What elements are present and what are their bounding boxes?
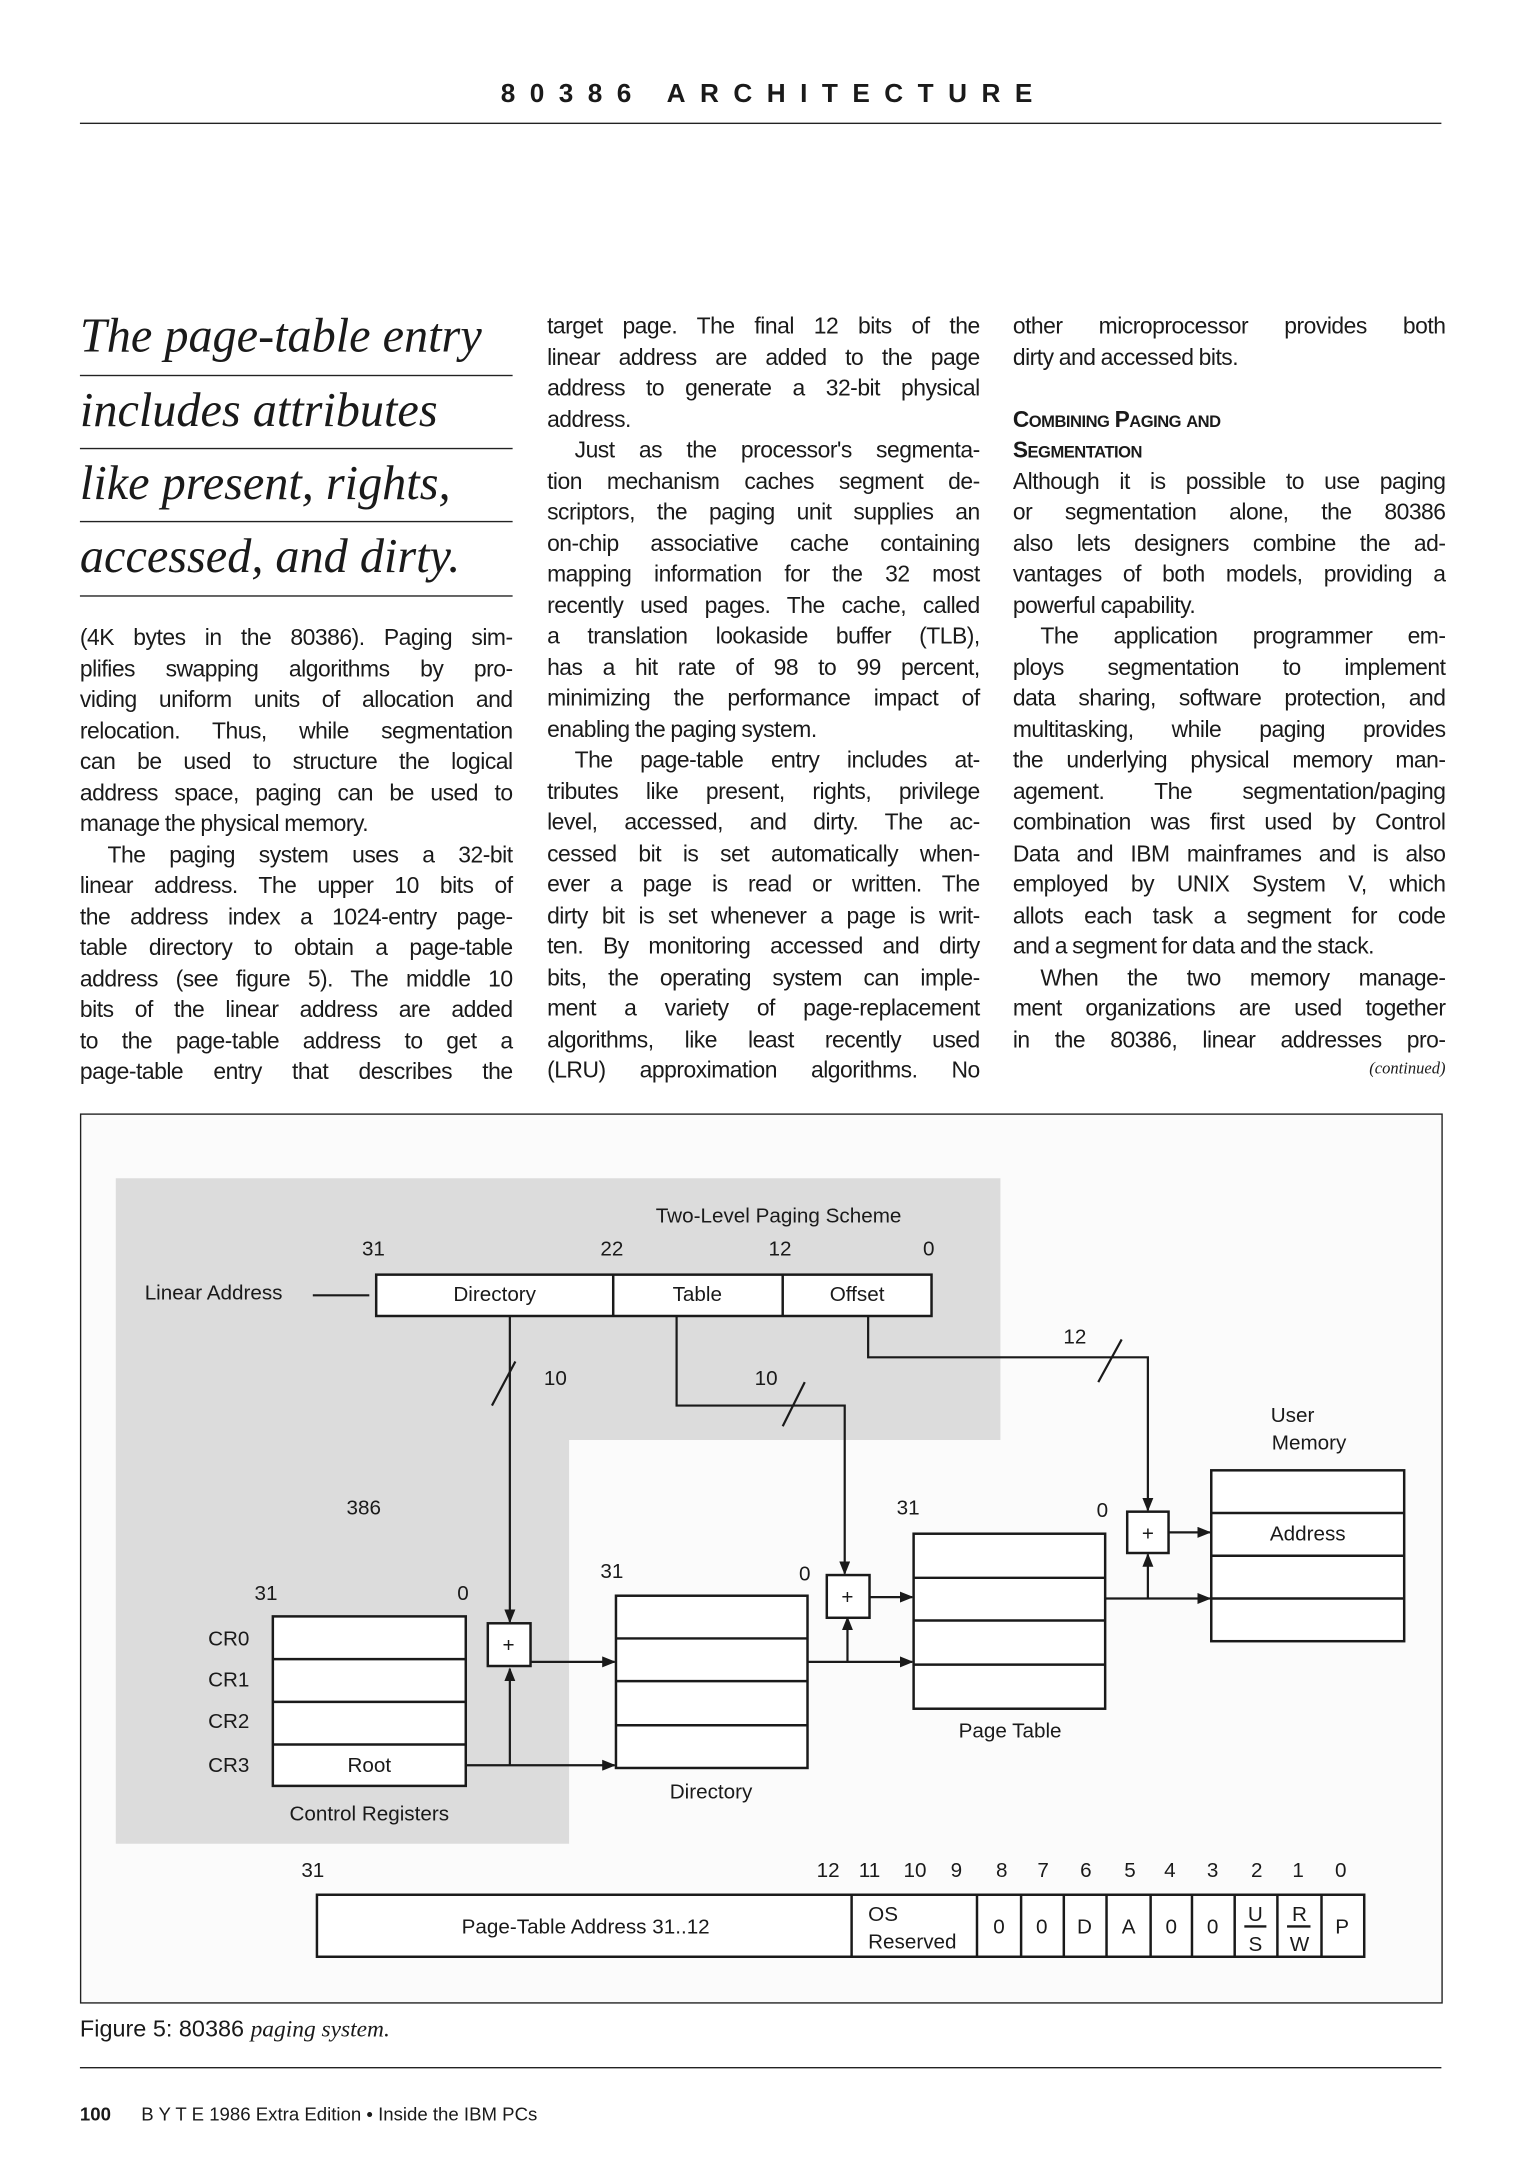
pull-quote-line: accessed, and dirty. [79, 529, 461, 583]
bit-label: 2 [1250, 1858, 1263, 1882]
pte-bit: 0 [1206, 1915, 1219, 1939]
text-line: cessed bit is set automatically when- [547, 839, 980, 867]
field-table: Table [672, 1282, 722, 1306]
bit-label: 8 [996, 1858, 1008, 1882]
text-line: to the page-table address to get a [79, 1027, 513, 1054]
text-line: tributes like present, rights, privilege [547, 777, 980, 805]
bit-label: 31 [301, 1858, 325, 1882]
text-line: and a segment for data and the stack. [1012, 932, 1375, 960]
text-line: has a hit rate of 98 to 99 percent, [547, 653, 980, 681]
text-line: dirty and accessed bits. [1012, 343, 1239, 370]
page-table-label: Page Table [958, 1719, 1062, 1743]
text-line: minimizing the performance impact of [547, 684, 980, 712]
text-line: also lets designers combine the ad- [1012, 529, 1446, 557]
bit-label: 6 [1080, 1858, 1092, 1882]
text-line: manage the physical memory. [79, 810, 369, 837]
text-line: (4K bytes in the 80386). Paging sim- [79, 624, 513, 651]
text-line: address. [547, 405, 631, 433]
bus-width-label: 10 [754, 1366, 778, 1390]
adder-symbol: + [1141, 1522, 1154, 1546]
caption-number: 80386 [178, 2016, 245, 2043]
address-label: Address [1269, 1522, 1346, 1546]
directory-label: Directory [669, 1780, 753, 1804]
text-line: mapping information for the 32 most [547, 560, 980, 588]
pte-bit: 0 [1036, 1915, 1048, 1939]
text-line: on-chip associative cache containing [547, 529, 980, 557]
pte-bit-read: R [1291, 1902, 1307, 1926]
text-line: a translation lookaside buffer (TLB), [547, 622, 980, 650]
register-label: CR1 [208, 1668, 250, 1692]
text-line: the underlying physical memory man- [1012, 746, 1446, 774]
text-line: scriptors, the paging unit supplies an [547, 498, 980, 526]
section-heading-line: Combining Paging and [1012, 407, 1221, 433]
pte-bit: 0 [993, 1915, 1005, 1939]
text-line: tion mechanism caches segment de- [547, 467, 980, 495]
text-line: bits, the operating system can imple- [547, 963, 980, 991]
chip-label: 386 [346, 1496, 382, 1520]
text-line: combination was first used by Control [1012, 808, 1446, 836]
text-line: address to generate a 32-bit physical [547, 374, 980, 401]
text-line: viding uniform units of allocation and [79, 686, 513, 713]
text-line: in the 80386, linear addresses pro- [1012, 1025, 1446, 1053]
text-line: Data and IBM mainframes and is also [1012, 839, 1446, 867]
text-line: or segmentation alone, the 80386 [1012, 498, 1446, 526]
page-number: 100 [79, 2104, 111, 2125]
text-line: recently used pages. The cache, called [547, 591, 980, 619]
bit-label: 12 [816, 1858, 840, 1882]
figure-caption [80, 2016, 390, 2044]
text-line: Just as the processor's segmenta- [574, 436, 980, 464]
text-line: address space, paging can be used to [79, 779, 513, 806]
text-line: other microprocessor provides both [1012, 312, 1446, 339]
text-line: employed by UNIX System V, which [1012, 870, 1446, 898]
register-label: CR0 [208, 1627, 250, 1651]
text-line: (LRU) approximation algorithms. No [547, 1056, 980, 1084]
section-heading-line: Segmentation [1012, 438, 1142, 464]
text-line: ever a page is read or written. The [547, 870, 980, 898]
root-label: Root [347, 1754, 392, 1778]
bus-width-label: 10 [543, 1366, 567, 1390]
field-directory: Directory [453, 1282, 537, 1306]
pte-bit-present: P [1335, 1915, 1350, 1939]
text-line: Although it is possible to use paging [1012, 467, 1446, 495]
pte-bit-supervisor: S [1248, 1933, 1263, 1957]
running-head: 80386 ARCHITECTURE [500, 79, 1047, 109]
pte-bit-labels [301, 1859, 1346, 1882]
adder-symbol: + [502, 1634, 515, 1658]
text-line: data sharing, software protection, and [1012, 684, 1446, 712]
bus-width-label: 12 [1063, 1325, 1087, 1349]
bit-label: 9 [950, 1858, 963, 1882]
bit-label: 1 [1292, 1858, 1304, 1882]
text-line: enabling the paging system. [547, 715, 817, 743]
pte-bit: 0 [1165, 1915, 1178, 1939]
bit-label: 0 [457, 1581, 469, 1605]
bit-label: 0 [1335, 1858, 1347, 1882]
diagram-title: Two-Level Paging Scheme [655, 1204, 902, 1228]
register-label: CR2 [208, 1710, 250, 1734]
text-line: ten. By monitoring accessed and dirty [547, 932, 980, 960]
text-line: linear address. The upper 10 bits of [79, 872, 513, 899]
text-line: level, accessed, and dirty. The ac- [547, 808, 980, 836]
text-line: When the two memory manage- [1040, 963, 1446, 991]
continued-note: (continued) [1369, 1058, 1446, 1078]
text-line: ment organizations are used together [1012, 994, 1446, 1022]
bit-label: 31 [896, 1496, 920, 1520]
bit-label: 5 [1124, 1858, 1136, 1882]
text-line: bits of the linear address are added [79, 996, 513, 1023]
text-line: dirty bit is set whenever a page is writ- [547, 901, 980, 929]
pull-quote-line: includes attributes [79, 383, 438, 437]
os-reserved-label: Reserved [868, 1930, 957, 1954]
bit-label: 0 [799, 1562, 811, 1586]
text-line: vantages of both models, providing a [1012, 560, 1446, 588]
register-label: CR3 [208, 1754, 250, 1778]
text-line: The page-table entry includes at- [574, 746, 980, 774]
caption-prefix: Figure 5: [79, 2016, 173, 2043]
user-memory-label: User [1270, 1404, 1315, 1428]
bit-label: 31 [600, 1559, 624, 1583]
bit-label: 10 [903, 1858, 927, 1882]
pte-bit-write: W [1289, 1933, 1310, 1957]
text-line: page-table entry that describes the [79, 1058, 513, 1085]
pte-bit-accessed: A [1121, 1915, 1136, 1939]
text-line: plifies swapping algorithms by pro- [79, 655, 513, 682]
bit-label: 11 [858, 1858, 881, 1882]
user-memory-label: Memory [1271, 1431, 1347, 1455]
pull-quote-line: The page-table entry [79, 308, 482, 363]
bit-label: 31 [361, 1237, 385, 1261]
bit-label: 0 [1096, 1499, 1109, 1523]
bit-label: 3 [1206, 1858, 1219, 1882]
control-registers-label: Control Registers [289, 1802, 450, 1826]
text-line: powerful capability. [1012, 591, 1196, 619]
pte-bit-dirty: D [1077, 1915, 1092, 1939]
text-line: can be used to structure the logical [79, 748, 513, 775]
text-line: multitasking, while paging provides [1012, 715, 1446, 743]
caption-text: paging system. [250, 2016, 390, 2043]
text-line: the address index a 1024-entry page- [79, 903, 513, 930]
bit-label: 12 [768, 1237, 792, 1261]
text-line: algorithms, like least recently used [547, 1025, 980, 1053]
text-line: agement. The segmentation/paging [1012, 777, 1446, 805]
text-line: target page. The final 12 bits of the [547, 312, 980, 339]
linear-address-label: Linear Address [144, 1281, 283, 1305]
bit-label: 7 [1037, 1858, 1049, 1882]
pte-bit-user: U [1247, 1902, 1263, 1926]
bit-label: 22 [600, 1237, 624, 1261]
publication-line: B Y T E 1986 Extra Edition • Inside the IBM PCs [141, 2104, 538, 2125]
os-reserved-label: OS [868, 1902, 898, 1926]
text-line: table directory to obtain a page-table [79, 934, 513, 961]
text-line: ploys segmentation to implement [1012, 653, 1446, 681]
bit-label: 31 [254, 1581, 278, 1605]
page-footer [80, 2104, 537, 2125]
bit-label: 4 [1164, 1858, 1176, 1882]
text-line: address (see figure 5). The middle 10 [79, 965, 513, 992]
text-line: The application programmer em- [1040, 622, 1446, 650]
bus-slash [1098, 1339, 1121, 1382]
pte-address-field: Page-Table Address 31..12 [461, 1915, 710, 1939]
field-offset: Offset [829, 1282, 885, 1306]
text-line: linear address are added to the page [547, 343, 980, 370]
text-line: relocation. Thus, while segmentation [79, 717, 513, 744]
text-line: allots each task a segment for code [1012, 901, 1446, 929]
pull-quote-line: like present, rights, [79, 456, 451, 510]
adder-symbol: + [841, 1585, 854, 1609]
text-line: The paging system uses a 32-bit [107, 841, 513, 868]
text-line: ment a variety of page-replacement [547, 994, 980, 1022]
bit-label: 0 [923, 1237, 935, 1261]
footer-rule [80, 2067, 1441, 2068]
